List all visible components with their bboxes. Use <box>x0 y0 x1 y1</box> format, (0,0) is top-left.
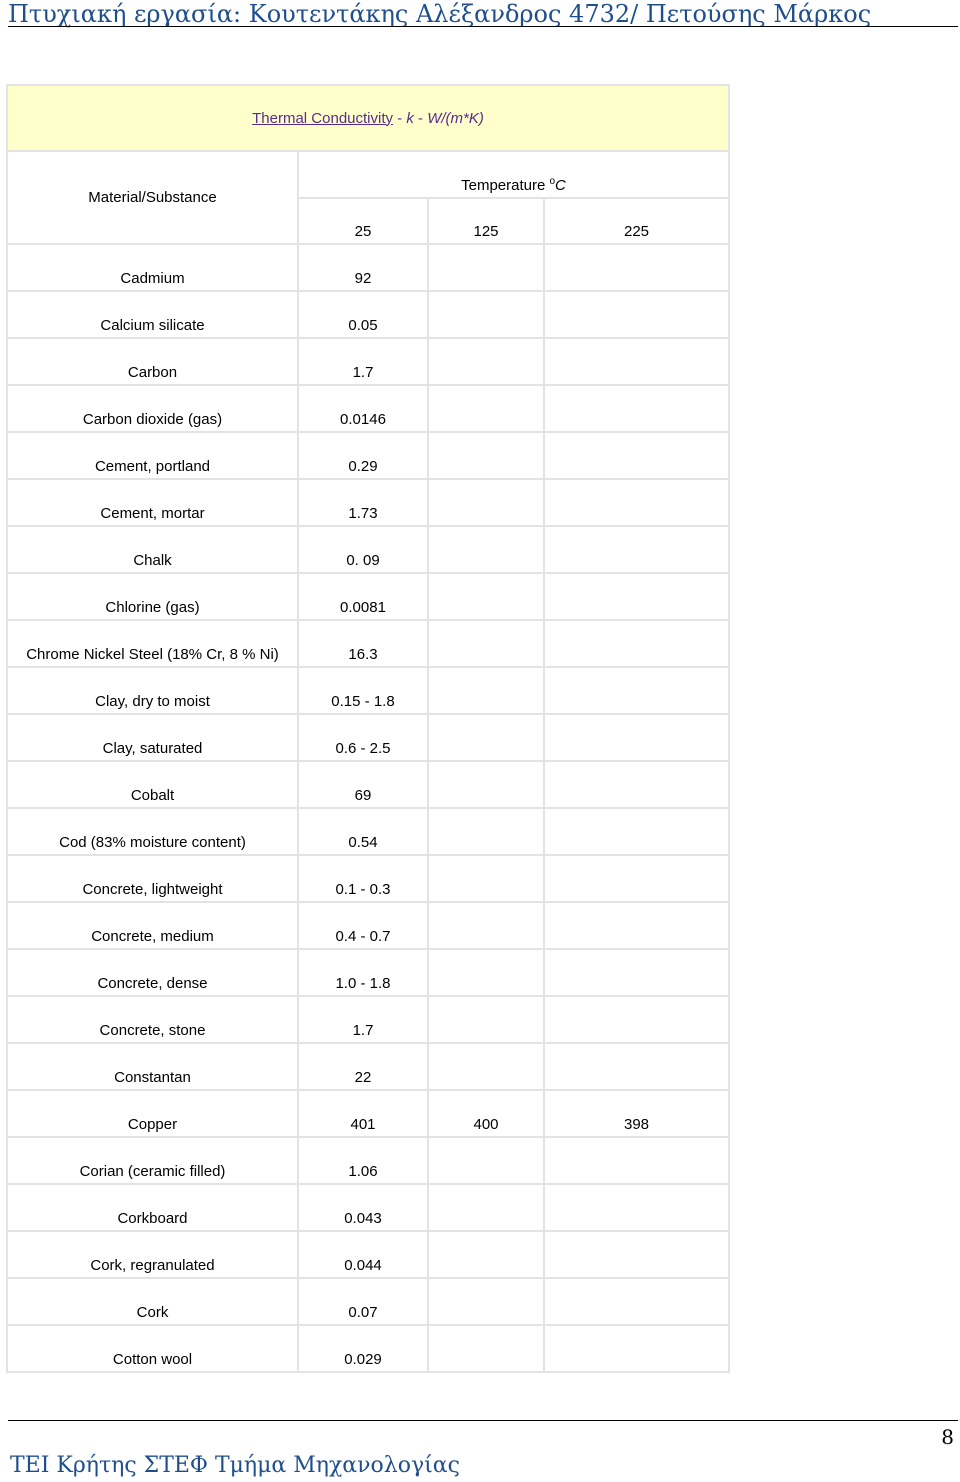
thermal-conductivity-table <box>6 84 730 1373</box>
material-cell: Cotton wool <box>7 1325 298 1372</box>
value-25-cell: 0.4 - 0.7 <box>298 902 428 949</box>
table-row <box>7 1090 729 1137</box>
value-125-cell <box>428 338 544 385</box>
material-cell: Clay, saturated <box>7 714 298 761</box>
value-25-cell: 0.029 <box>298 1325 428 1372</box>
value-25-cell: 1.0 - 1.8 <box>298 949 428 996</box>
value-225-cell <box>544 1043 729 1090</box>
value-125-cell <box>428 432 544 479</box>
value-125-cell <box>428 996 544 1043</box>
value-25-cell: 1.7 <box>298 996 428 1043</box>
table-row <box>7 855 729 902</box>
material-cell: Cobalt <box>7 761 298 808</box>
table-row <box>7 1325 729 1372</box>
material-cell: Constantan <box>7 1043 298 1090</box>
degree-sup: o <box>549 176 556 187</box>
value-25-cell: 0.043 <box>298 1184 428 1231</box>
material-cell: Carbon dioxide (gas) <box>7 385 298 432</box>
value-225-cell <box>544 432 729 479</box>
value-225-cell <box>544 1137 729 1184</box>
value-125-cell <box>428 808 544 855</box>
value-125-cell <box>428 761 544 808</box>
value-225-cell <box>544 526 729 573</box>
value-225-cell <box>544 855 729 902</box>
value-25-cell: 1.7 <box>298 338 428 385</box>
value-225-cell <box>544 949 729 996</box>
value-25-cell: 0.1 - 0.3 <box>298 855 428 902</box>
table-row <box>7 1231 729 1278</box>
table-row <box>7 338 729 385</box>
value-25-cell: 0.6 - 2.5 <box>298 714 428 761</box>
value-225-cell <box>544 1278 729 1325</box>
temperature-25: 25 <box>298 198 428 244</box>
value-125-cell <box>428 1137 544 1184</box>
value-125-cell <box>428 949 544 996</box>
table-row <box>7 291 729 338</box>
value-25-cell: 22 <box>298 1043 428 1090</box>
table-row <box>7 808 729 855</box>
value-25-cell: 1.73 <box>298 479 428 526</box>
value-225-cell <box>544 808 729 855</box>
table-row <box>7 244 729 291</box>
value-125-cell <box>428 1231 544 1278</box>
table-row <box>7 1184 729 1231</box>
temperature-225: 225 <box>544 198 729 244</box>
material-cell: Carbon <box>7 338 298 385</box>
material-cell: Cork, regranulated <box>7 1231 298 1278</box>
table-row <box>7 667 729 714</box>
value-125-cell <box>428 855 544 902</box>
table-row <box>7 479 729 526</box>
value-225-cell <box>544 1231 729 1278</box>
value-125-cell <box>428 714 544 761</box>
material-cell: Cement, portland <box>7 432 298 479</box>
value-25-cell: 16.3 <box>298 620 428 667</box>
table-row <box>7 526 729 573</box>
material-cell: Concrete, lightweight <box>7 855 298 902</box>
value-25-cell: 0.15 - 1.8 <box>298 667 428 714</box>
value-25-cell: 0.29 <box>298 432 428 479</box>
value-25-cell: 401 <box>298 1090 428 1137</box>
material-cell: Calcium silicate <box>7 291 298 338</box>
material-cell: Cod (83% moisture content) <box>7 808 298 855</box>
value-25-cell: 0.0081 <box>298 573 428 620</box>
value-125-cell <box>428 385 544 432</box>
value-25-cell: 1.06 <box>298 1137 428 1184</box>
material-cell: Copper <box>7 1090 298 1137</box>
material-cell: Clay, dry to moist <box>7 667 298 714</box>
material-cell: Cement, mortar <box>7 479 298 526</box>
temperature-label: Temperature <box>461 177 550 194</box>
value-25-cell: 69 <box>298 761 428 808</box>
material-column-header: Material/Substance <box>7 151 298 244</box>
material-cell: Corian (ceramic filled) <box>7 1137 298 1184</box>
value-125-cell <box>428 620 544 667</box>
value-225-cell <box>544 761 729 808</box>
value-225-cell <box>544 573 729 620</box>
value-125-cell <box>428 1043 544 1090</box>
value-225-cell <box>544 1325 729 1372</box>
page-header: Πτυχιακή εργασία: Κουτεντάκης Αλέξανδρος 4732/ Πετούσης Μάρκος <box>8 0 872 28</box>
footer-rule <box>8 1420 958 1421</box>
value-225-cell <box>544 620 729 667</box>
value-25-cell: 0.05 <box>298 291 428 338</box>
value-25-cell: 0.54 <box>298 808 428 855</box>
value-225-cell: 398 <box>544 1090 729 1137</box>
value-225-cell <box>544 996 729 1043</box>
header-row <box>7 151 729 198</box>
page-number: 8 <box>941 1425 954 1449</box>
material-cell: Chalk <box>7 526 298 573</box>
value-225-cell <box>544 902 729 949</box>
table-row <box>7 761 729 808</box>
value-25-cell: 0. 09 <box>298 526 428 573</box>
table-title-row <box>7 85 729 151</box>
temperature-header <box>298 151 729 198</box>
value-125-cell <box>428 1325 544 1372</box>
header-rule <box>8 26 958 27</box>
value-125-cell <box>428 902 544 949</box>
table-row <box>7 432 729 479</box>
table-row <box>7 902 729 949</box>
temperature-unit: C <box>555 177 566 194</box>
value-25-cell: 0.0146 <box>298 385 428 432</box>
page-footer: ΤΕΙ Κρήτης ΣΤΕΦ Τμήμα Μηχανολογίας <box>10 1453 460 1478</box>
material-cell: Cadmium <box>7 244 298 291</box>
title-unit: W/(m*K) <box>427 109 484 127</box>
value-125-cell <box>428 526 544 573</box>
table-row <box>7 573 729 620</box>
table-row <box>7 714 729 761</box>
value-225-cell <box>544 244 729 291</box>
thermal-conductivity-link[interactable]: Thermal Conductivity <box>252 109 394 127</box>
table-row <box>7 620 729 667</box>
value-125-cell <box>428 291 544 338</box>
value-225-cell <box>544 338 729 385</box>
table-row <box>7 949 729 996</box>
title-symbol: k <box>406 109 414 127</box>
title-separator-2: - <box>413 109 428 127</box>
value-225-cell <box>544 385 729 432</box>
value-125-cell <box>428 1184 544 1231</box>
title-separator: - <box>393 109 407 127</box>
value-125-cell <box>428 244 544 291</box>
value-125-cell <box>428 573 544 620</box>
table-row <box>7 385 729 432</box>
material-cell: Cork <box>7 1278 298 1325</box>
value-25-cell: 92 <box>298 244 428 291</box>
value-125-cell <box>428 479 544 526</box>
material-cell: Concrete, medium <box>7 902 298 949</box>
table-title <box>7 85 729 151</box>
table-row <box>7 996 729 1043</box>
value-25-cell: 0.07 <box>298 1278 428 1325</box>
table-row <box>7 1043 729 1090</box>
value-225-cell <box>544 667 729 714</box>
material-cell: Corkboard <box>7 1184 298 1231</box>
table-row <box>7 1137 729 1184</box>
value-125-cell <box>428 667 544 714</box>
material-cell: Chlorine (gas) <box>7 573 298 620</box>
value-125-cell: 400 <box>428 1090 544 1137</box>
value-125-cell <box>428 1278 544 1325</box>
value-225-cell <box>544 714 729 761</box>
material-cell: Chrome Nickel Steel (18% Cr, 8 % Ni) <box>7 620 298 667</box>
value-225-cell <box>544 291 729 338</box>
value-225-cell <box>544 479 729 526</box>
temperature-125: 125 <box>428 198 544 244</box>
table-row <box>7 1278 729 1325</box>
value-225-cell <box>544 1184 729 1231</box>
value-25-cell: 0.044 <box>298 1231 428 1278</box>
material-cell: Concrete, dense <box>7 949 298 996</box>
material-cell: Concrete, stone <box>7 996 298 1043</box>
